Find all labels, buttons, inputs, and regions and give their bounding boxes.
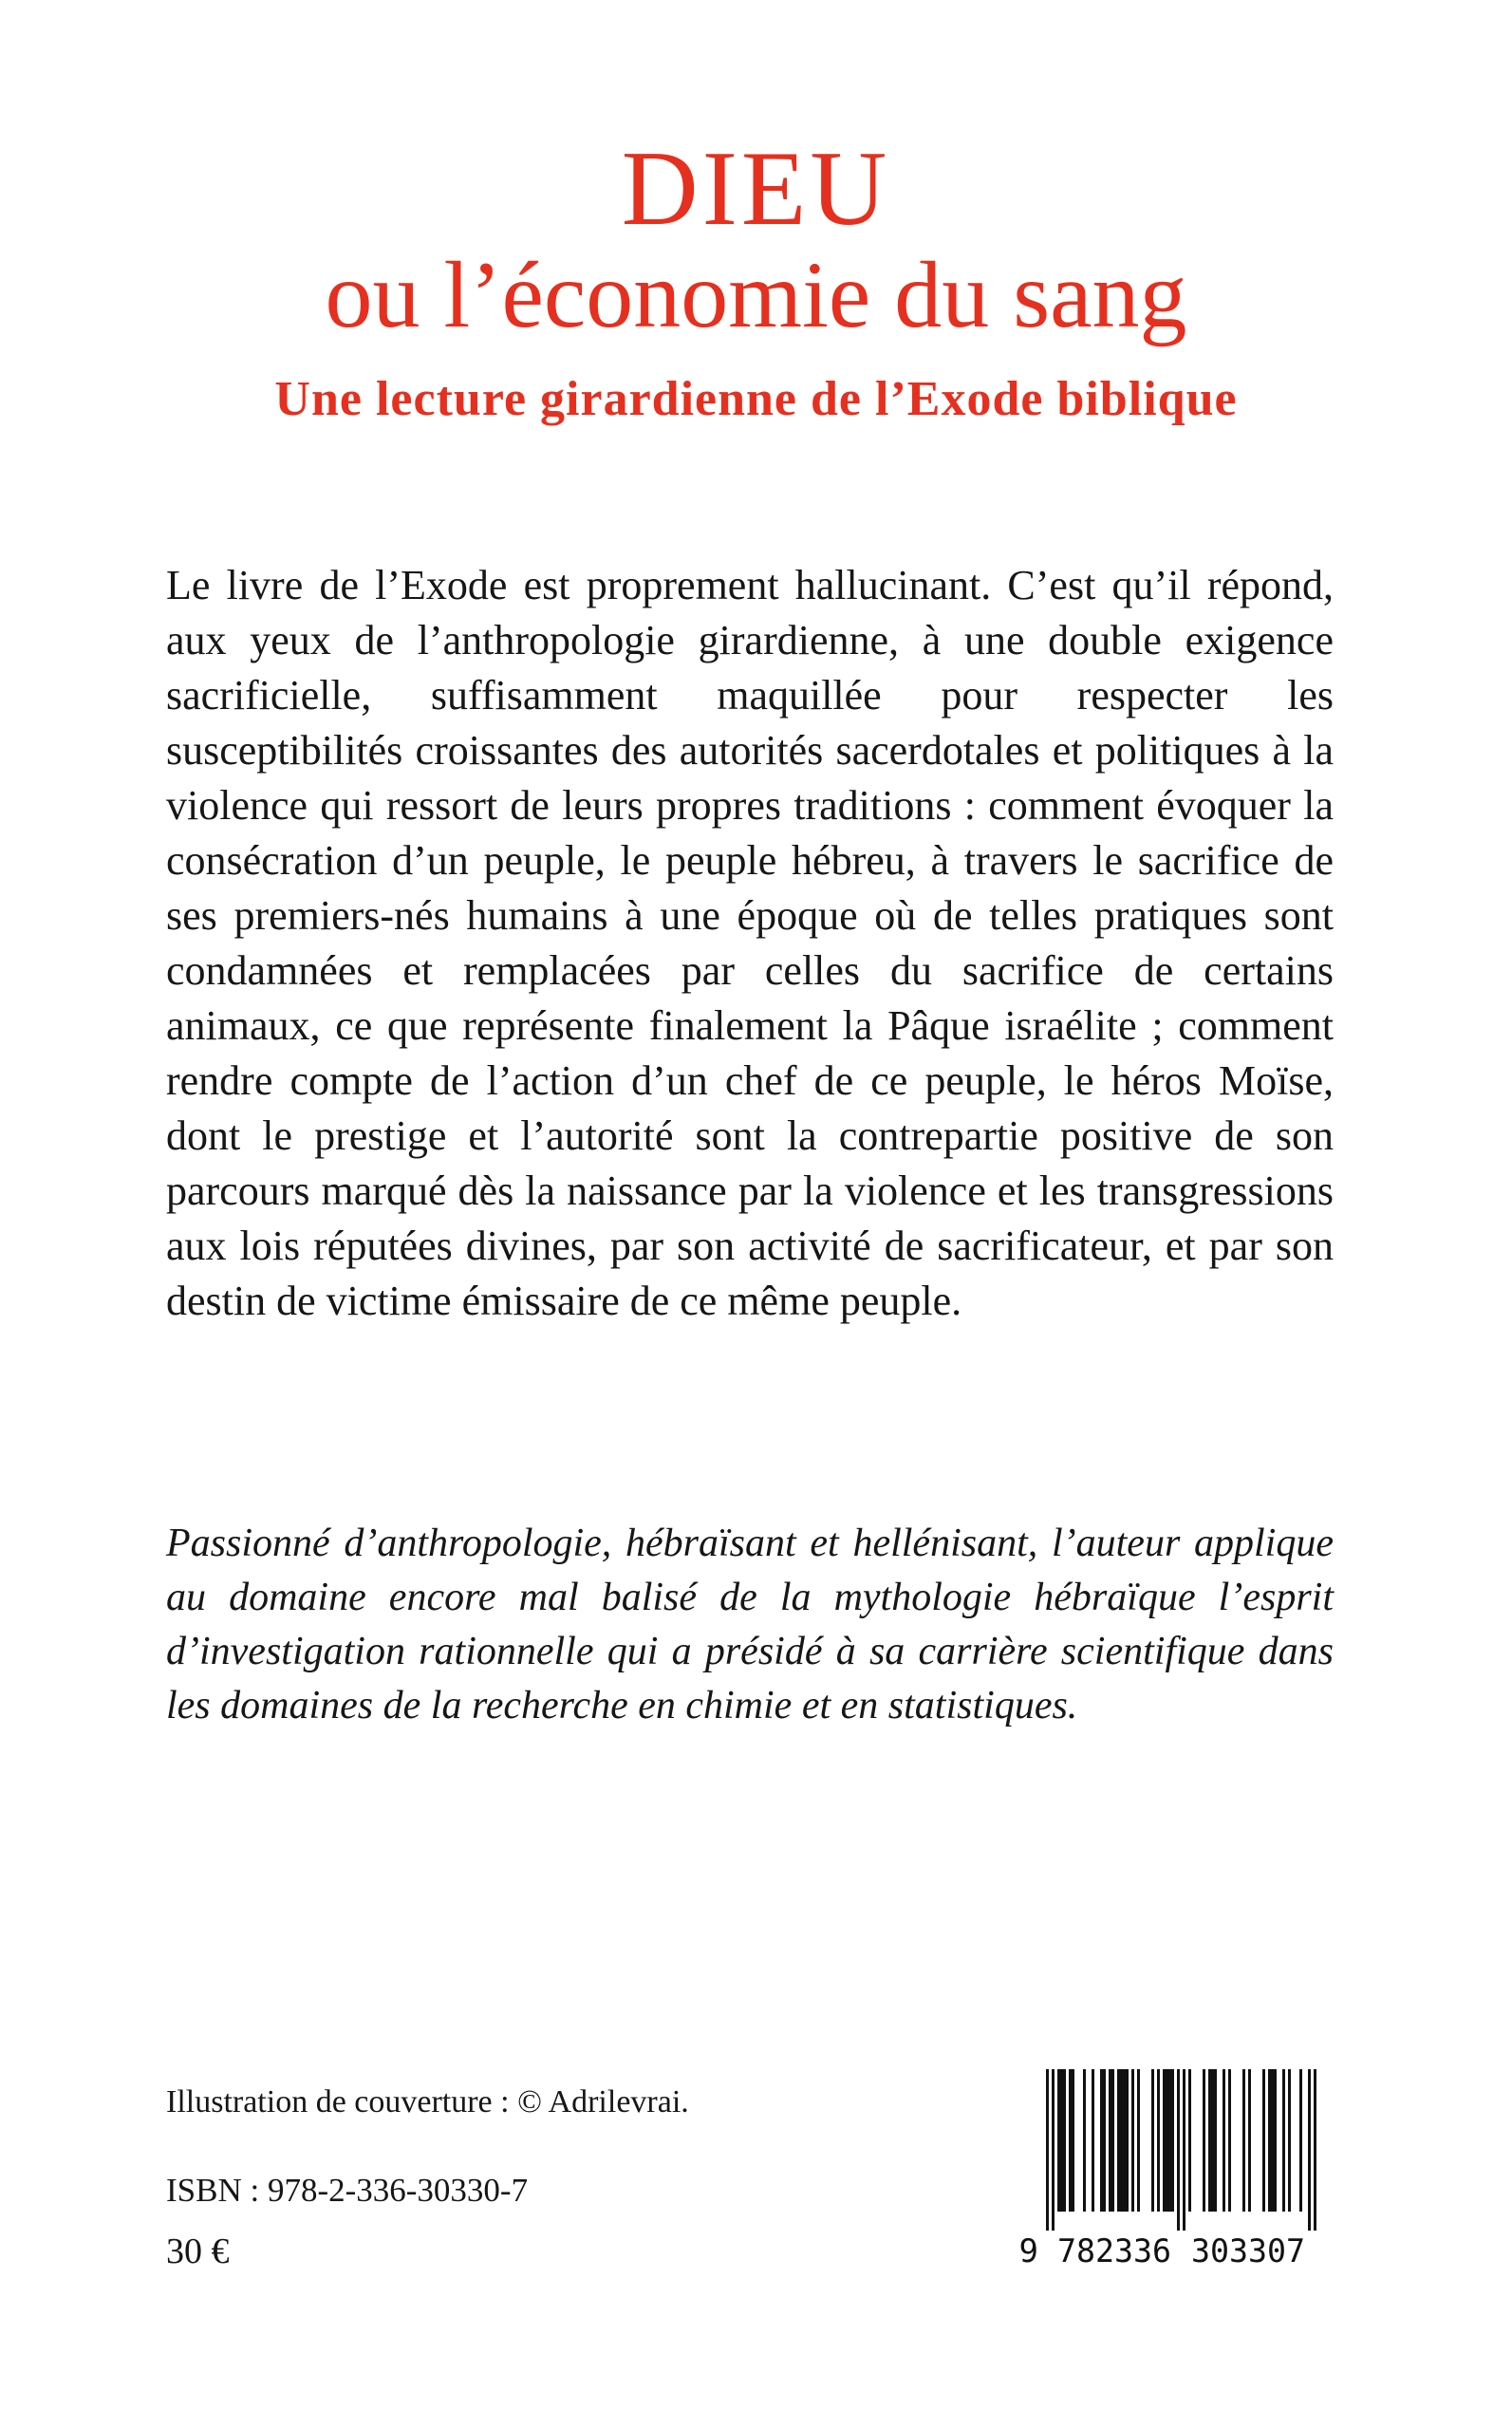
author-note: Passionné d’anthropologie, hébraïsant et hellénisant, l’auteur applique au domaine encore mal balisé de la mythologie hébraïque l’esprit d’investigation rationnelle qui a présidé à sa carrière scientifique dans les domaines de la recherche en chimie et en statistiques. <box>166 1522 1334 1727</box>
barcode-digit-first: 9 <box>1018 2232 1038 2270</box>
cover-illustration-credit: Illustration de couverture : © Adrilevrai. <box>166 2084 689 2120</box>
book-subtitle: Une lecture girardienne de l’Exode biblique <box>274 372 1238 427</box>
price: 30 € <box>166 2232 230 2271</box>
title-block <box>0 130 1512 427</box>
back-cover-blurb: Le livre de l’Exode est proprement hallucinant. C’est qu’il répond, aux yeux de l’anthropologie girardienne, à une double exigence sacrificielle, suffisamment maquillée pour respecter les susceptibilités croissantes des autorités sacerdotales et politiques à la violence qui ressort de leurs propres traditions : comment évoquer la consécration d’un peuple, le peuple hébreu, à travers le sacrifice de ses premiers-nés humains à une époque où de telles pratiques sont condamnées et remplacées par celles du sacrifice de certains animaux, ce que représente finalement la Pâque israélite ; comment rendre compte de l’action d’un chef de ce peuple, le héros Moïse, dont le prestige et l’autorité sont la contrepartie positive de son parcours marqué dès la naissance par la violence et les transgressions aux lois réputées divines, par son activité de sacrificateur, et par son destin de victime émissaire de ce même peuple. <box>166 562 1334 1324</box>
barcode-block <box>1008 2069 1335 2275</box>
barcode-digits-left: 782336 <box>1057 2232 1171 2270</box>
book-title-line1: DIEU <box>621 130 891 248</box>
isbn-line: ISBN : 978-2-336-30330-7 <box>166 2172 529 2209</box>
ean13-barcode <box>1008 2069 1335 2270</box>
book-title-line2: ou l’économie du sang <box>325 242 1187 348</box>
barcode-digits-right: 303307 <box>1191 2232 1305 2270</box>
